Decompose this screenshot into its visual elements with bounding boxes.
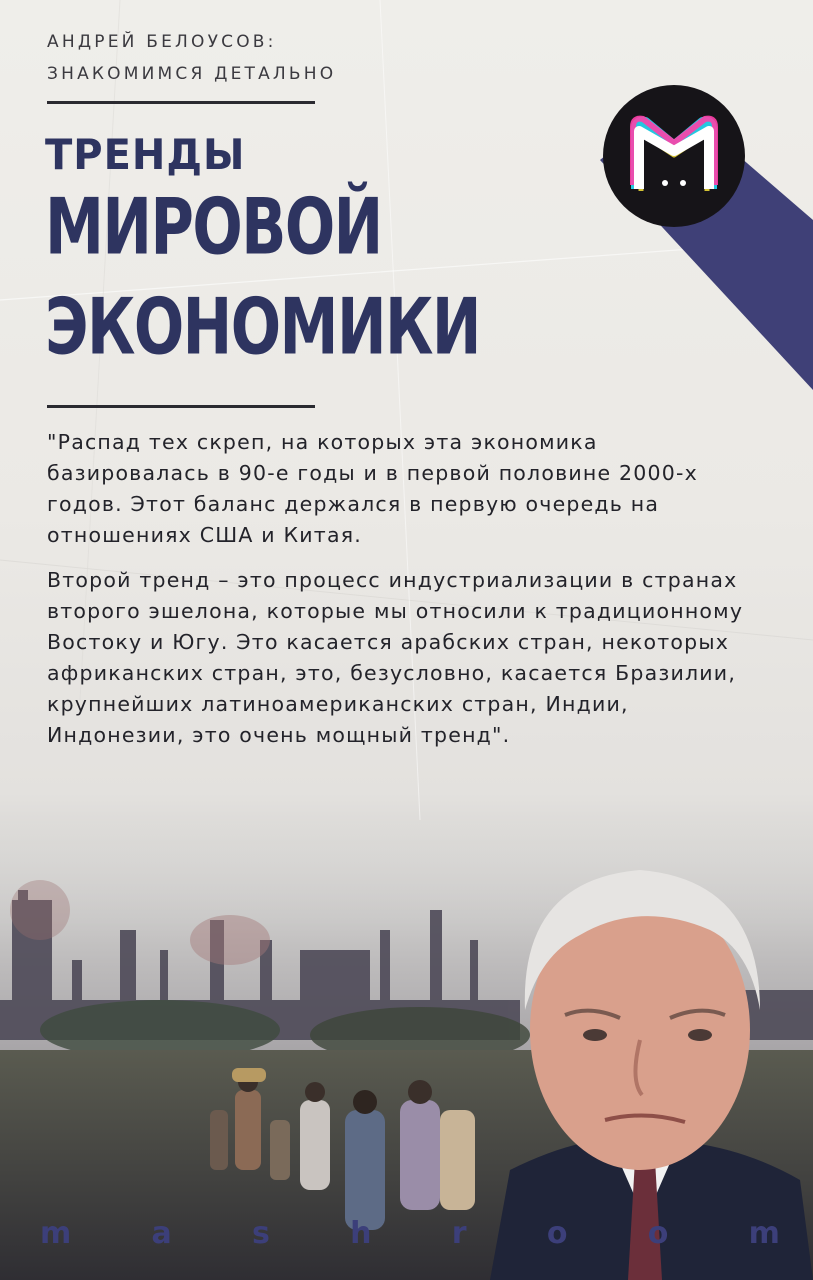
mashroom-m-logo-icon: [603, 85, 745, 227]
kicker-line-2: ЗНАКОМИМСЯ ДЕТАЛЬНО: [47, 64, 337, 84]
watermark-letter: r: [451, 1216, 467, 1251]
headline-line-1: ТРЕНДЫ: [45, 130, 246, 180]
quote-paragraph-1: "Распад тех скреп, на которых эта экономика базировалась в 90-е годы и в первой половине 2000-х годов. Этот баланс держался в первую очередь на отношениях США и Китая.: [47, 430, 698, 547]
divider-middle: [47, 405, 315, 408]
watermark-letter: h: [350, 1216, 372, 1251]
quote-text: [47, 427, 767, 765]
headline-line-3: ЭКОНОМИКИ: [45, 281, 480, 372]
watermark-letter: m: [40, 1216, 72, 1251]
kicker: [47, 26, 467, 90]
watermark-letter: a: [151, 1216, 172, 1251]
watermark-letter: o: [546, 1216, 568, 1251]
watermark-letter: s: [252, 1216, 270, 1251]
watermark-letter: m: [748, 1216, 780, 1251]
watermark-mashroom: [40, 1216, 780, 1251]
quote-paragraph-2: Второй тренд – это процесс индустриализации в странах второго эшелона, которые мы относили к традиционному Востоку и Югу. Это касается арабских стран, некоторых африканских стран, это, безусловно, касается Бразилии, крупнейших латиноамериканских стран, Индии, Индонезии, это очень мощный тренд".: [47, 568, 744, 747]
kicker-line-1: АНДРЕЙ БЕЛОУСОВ:: [47, 32, 277, 52]
headline-line-2: МИРОВОЙ: [45, 181, 382, 272]
headline: [45, 132, 603, 376]
divider-top: [47, 101, 315, 104]
speaker-portrait: [470, 840, 813, 1280]
watermark-letter: o: [647, 1216, 669, 1251]
